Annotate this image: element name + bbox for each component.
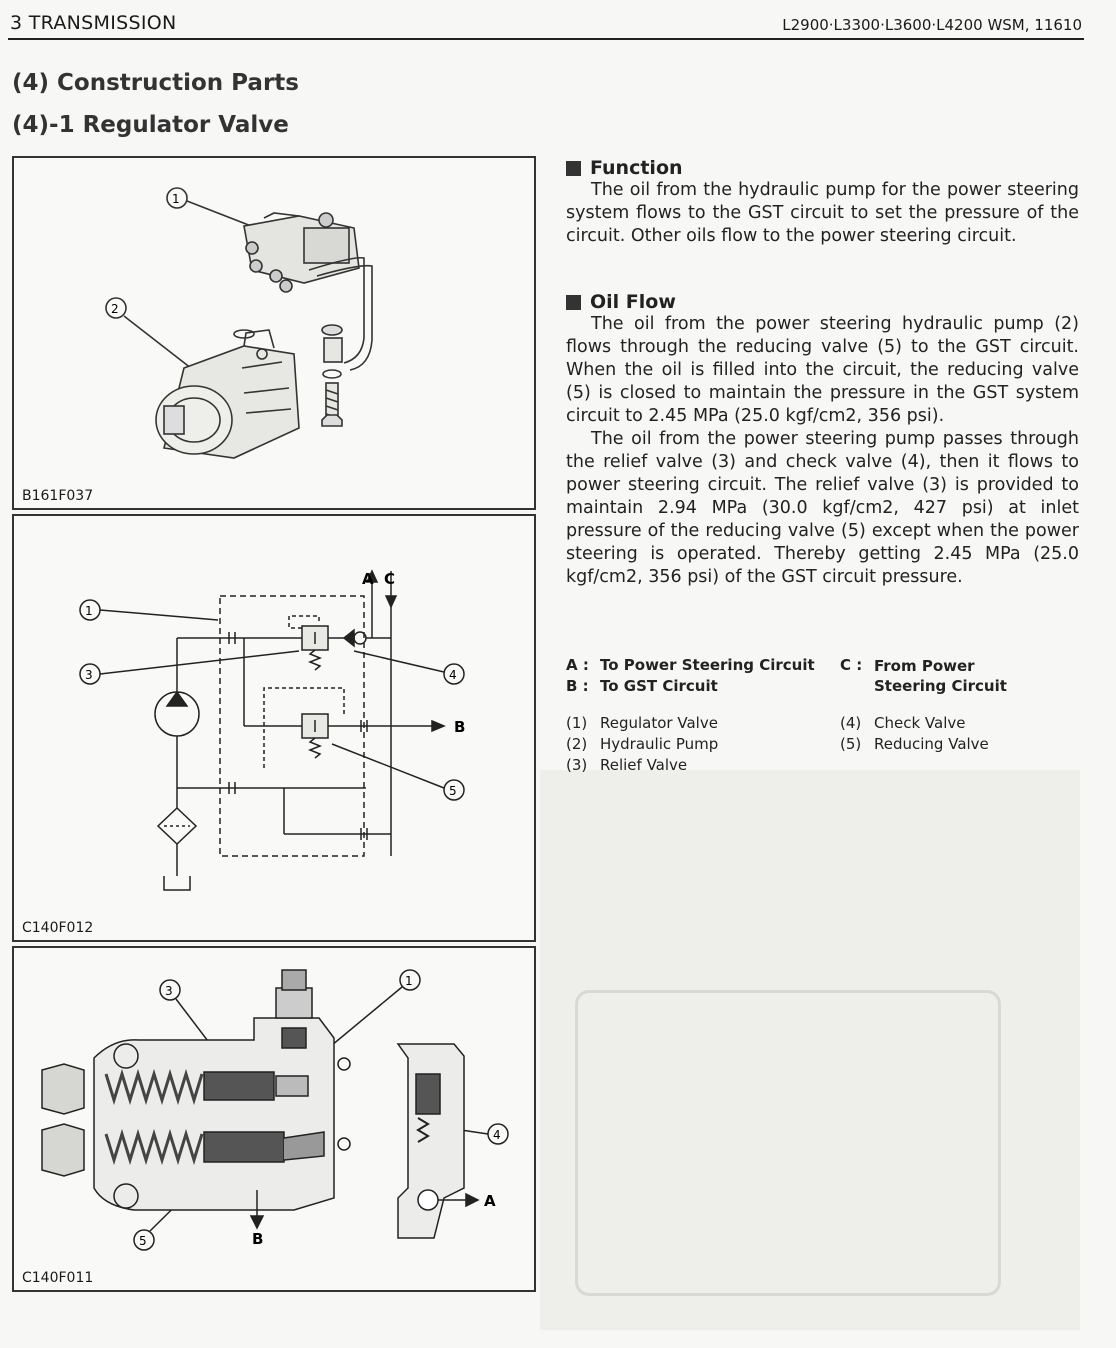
schematic-drawing — [14, 516, 534, 940]
page-subtitle: (4)-1 Regulator Valve — [12, 112, 289, 138]
page-title: (4) Construction Parts — [12, 70, 299, 96]
figure-code: B161F037 — [22, 488, 94, 504]
legend-text: To Power Steering Circuit — [600, 656, 815, 674]
part-number: (4) — [840, 714, 862, 732]
oil-flow-heading — [566, 291, 1079, 313]
part-number: (2) — [566, 735, 588, 753]
legend-text: To GST Circuit — [600, 677, 718, 695]
function-text: The oil from the hydraulic pump for the power steering system flows to the GST circuit to set the pressure of the circuit. Other oils flow to the power steering circuit. — [566, 180, 1079, 246]
oil-flow-title: Oil Flow — [590, 291, 676, 313]
legend-key: B : — [566, 677, 589, 695]
function-heading — [566, 157, 1079, 179]
square-bullet-icon — [566, 161, 581, 176]
oil-flow-paragraph-1: The oil from the power steering hydraulic pump (2) flows through the reducing valve (5) to the GST circuit. When the oil is filled into the circuit, the reducing valve (5) is closed to maintain the pressure in the GST system circuit to 2.45 MPa (25.0 kgf/cm2, 356 psi). — [566, 314, 1079, 426]
part-name: Regulator Valve — [600, 714, 718, 732]
port-label-a: A — [362, 570, 374, 588]
pump-assembly-drawing — [14, 158, 534, 508]
figure-pump-assembly — [12, 156, 536, 510]
callout-2: 2 — [111, 302, 119, 316]
port-label-b: B — [454, 718, 466, 736]
function-section — [566, 157, 1079, 248]
legend-key: C : — [840, 656, 863, 674]
callout-3: 3 — [85, 668, 93, 682]
figure-hydraulic-schematic — [12, 514, 536, 942]
callout-4: 4 — [449, 668, 457, 682]
callout-1: 1 — [405, 974, 413, 988]
legend-text: From Power Steering Circuit — [874, 657, 1007, 695]
cross-section-drawing — [14, 948, 534, 1290]
port-label-a: A — [484, 1192, 496, 1210]
legend-key: A : — [566, 656, 589, 674]
port-label-b: B — [252, 1230, 264, 1248]
figure-valve-cross-section — [12, 946, 536, 1292]
legend-a — [566, 656, 836, 674]
legend-b — [566, 677, 836, 695]
callout-1: 1 — [172, 192, 180, 206]
part-name: Hydraulic Pump — [600, 735, 719, 753]
list-item — [840, 714, 989, 732]
part-name: Relief Valve — [600, 756, 688, 774]
parts-list-left — [566, 714, 718, 774]
callout-1: 1 — [85, 604, 93, 618]
header-section: 3 TRANSMISSION — [10, 12, 177, 34]
header-model: L2900·L3300·L3600·L4200 WSM, 11610 — [782, 16, 1082, 34]
parts-list-right — [840, 714, 989, 753]
background-shadow-frame — [575, 990, 1001, 1296]
callout-5: 5 — [139, 1234, 147, 1248]
list-item — [566, 735, 718, 753]
part-name: Reducing Valve — [874, 735, 989, 753]
list-item — [566, 714, 718, 732]
oil-flow-section — [566, 291, 1079, 589]
callout-3: 3 — [165, 984, 173, 998]
legend-c — [840, 656, 1060, 696]
part-number: (1) — [566, 714, 588, 732]
callout-5: 5 — [449, 784, 457, 798]
callout-4: 4 — [493, 1128, 501, 1142]
part-number: (3) — [566, 756, 588, 774]
figure-code: C140F011 — [22, 1270, 94, 1286]
function-title: Function — [590, 157, 683, 179]
list-item — [566, 756, 718, 774]
part-number: (5) — [840, 735, 862, 753]
port-label-c: C — [384, 570, 396, 588]
list-item — [840, 735, 989, 753]
part-name: Check Valve — [874, 714, 966, 732]
header-rule — [8, 38, 1084, 40]
oil-flow-paragraph-2: The oil from the power steering pump passes through the relief valve (3) and check valve (4), then it flows to power steering circuit. The relief valve (3) is provided to maintain 2.94 MPa (30.0 kgf/cm2, 427 psi) at inlet pressure of the reducing valve (5) except when the power steering is operated. Thereby getting 2.45 MPa (25.0 kgf/cm2, 356 psi) of the GST circuit pressure. — [566, 429, 1079, 587]
figure-code: C140F012 — [22, 920, 94, 936]
square-bullet-icon — [566, 295, 581, 310]
